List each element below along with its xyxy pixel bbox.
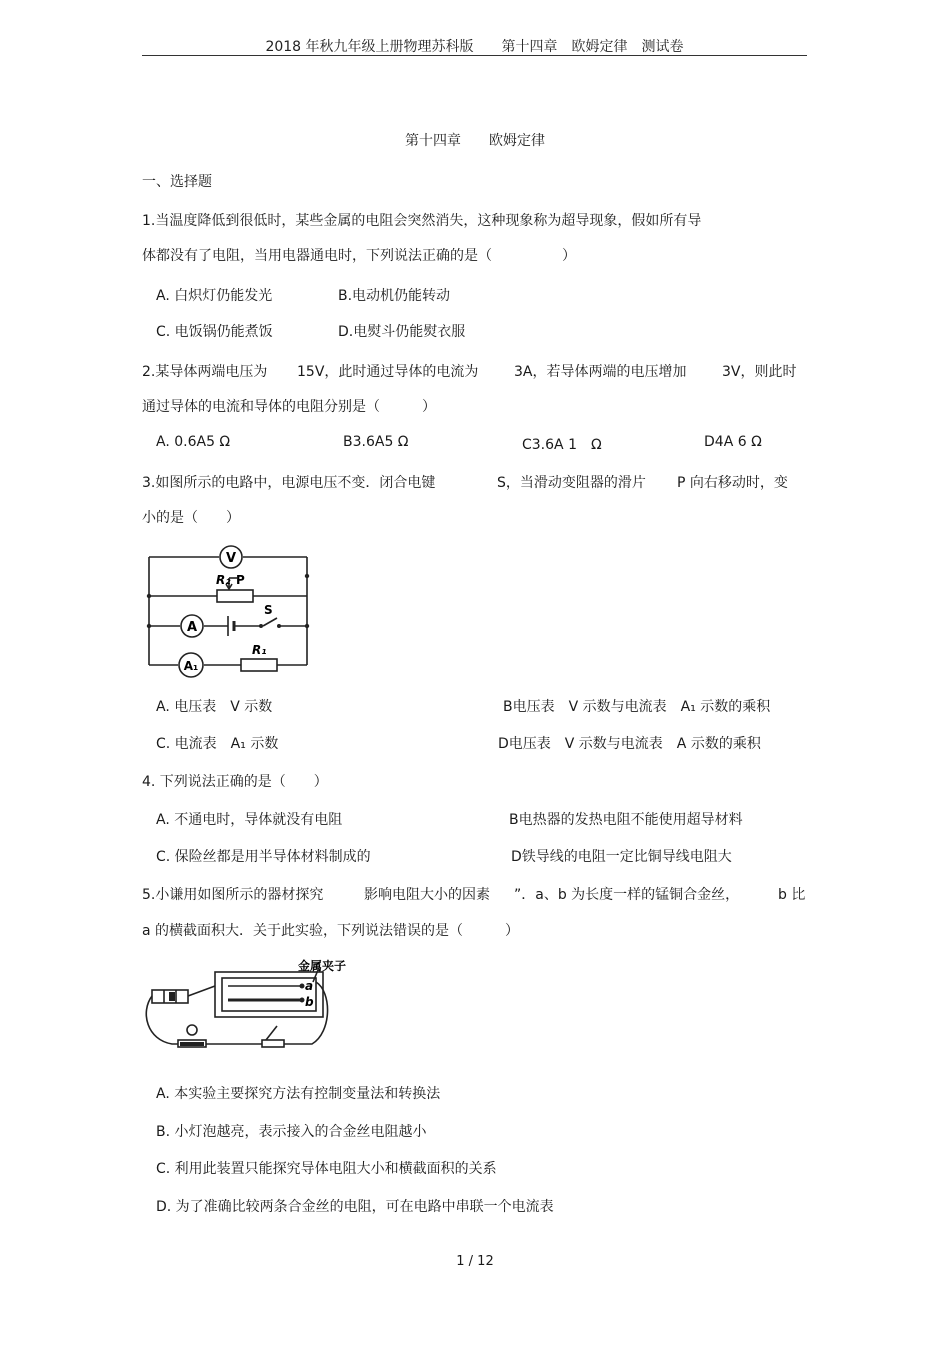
- q5-stem-line2: a 的横截面积大．关于此实验，下列说法错误的是（ ）: [142, 923, 520, 939]
- q5-stem-part1: 5.小谦用如图所示的器材探究: [142, 887, 324, 903]
- q3-stem-part3: P 向右移动时，变: [677, 475, 788, 491]
- page-number: 1 / 12: [456, 1254, 494, 1269]
- q4-option-d: D铁导线的电阻一定比铜导线电阻大: [511, 849, 732, 865]
- section-heading: 一、选择题: [142, 174, 212, 190]
- q1-option-a: A. 白炽灯仍能发光: [156, 288, 273, 304]
- q5-clip-label: 金属夹子: [298, 959, 347, 973]
- q5-option-a: A. 本实验主要探究方法有控制变量法和转换法: [156, 1086, 441, 1102]
- q5-stem-part4: b 比: [778, 887, 806, 903]
- q5-stem-part2: 影响电阻大小的因素: [364, 887, 490, 903]
- q1-option-b: B.电动机仍能转动: [338, 288, 451, 304]
- q1-option-d: D.电熨斗仍能熨衣服: [338, 324, 466, 340]
- q3-option-d: D电压表 V 示数与电流表 A 示数的乘积: [498, 736, 761, 752]
- q2-stem-part4: 3V，则此时: [722, 364, 797, 380]
- q5-option-d: D. 为了准确比较两条合金丝的电阻，可在电路中串联一个电流表: [156, 1199, 554, 1215]
- q3-voltmeter-label: V: [225, 551, 237, 566]
- q3-r1-label: R₁: [252, 643, 267, 657]
- q4-option-c: C. 保险丝都是用半导体材料制成的: [156, 849, 371, 865]
- q3-switch-label: S: [264, 603, 273, 617]
- q3-option-b: B电压表 V 示数与电流表 A₁ 示数的乘积: [503, 699, 771, 715]
- chapter-title: 第十四章 欧姆定律: [405, 133, 545, 149]
- q2-option-d: D4A 6 Ω: [704, 434, 762, 450]
- q3-slider-label: P: [236, 573, 245, 587]
- q2-stem-part2: 15V，此时通过导体的电流为: [297, 364, 479, 380]
- q2-stem-part1: 2.某导体两端电压为: [142, 364, 268, 380]
- q3-circuit-diagram: [142, 540, 322, 680]
- q3-r2-label: R₂: [216, 573, 231, 587]
- q5-stem-part3: ”．a、b 为长度一样的锰铜合金丝，: [514, 887, 740, 903]
- q5-option-c: C. 利用此装置只能探究导体电阻大小和横截面积的关系: [156, 1161, 497, 1177]
- header-divider: [142, 55, 807, 56]
- q3-stem-part1: 3.如图所示的电路中，电源电压不变．闭合电键: [142, 475, 436, 491]
- q2-stem-line2: 通过导体的电流和导体的电阻分别是（ ）: [142, 399, 436, 415]
- q5-wire-b-label: b: [305, 995, 314, 1009]
- q3-ammeter1-label: A₁: [183, 659, 199, 673]
- q5-apparatus-diagram: [142, 952, 362, 1062]
- q4-stem: 4. 下列说法正确的是（ ）: [142, 774, 328, 790]
- q2-option-c: C3.6A 1 Ω: [522, 437, 602, 453]
- q3-option-c: C. 电流表 A₁ 示数: [156, 736, 279, 752]
- q3-option-a: A. 电压表 V 示数: [156, 699, 273, 715]
- q2-option-b: B3.6A5 Ω: [343, 434, 409, 450]
- q5-wire-a-label: a: [305, 979, 314, 993]
- q3-stem-part2: S，当滑动变阻器的滑片: [497, 475, 646, 491]
- q5-option-b: B. 小灯泡越亮，表示接入的合金丝电阻越小: [156, 1124, 427, 1140]
- page-header: 2018 年秋九年级上册物理苏科版 第十四章 欧姆定律 测试卷: [265, 39, 684, 55]
- q1-option-c: C. 电饭锅仍能煮饭: [156, 324, 273, 340]
- q2-option-a: A. 0.6A5 Ω: [156, 434, 231, 450]
- q4-option-a: A. 不通电时，导体就没有电阻: [156, 812, 343, 828]
- q1-stem-line1: 1.当温度降低到很低时，某些金属的电阻会突然消失，这种现象称为超导现象，假如所有导: [142, 213, 702, 229]
- q2-stem-part3: 3A，若导体两端的电压增加: [514, 364, 687, 380]
- q3-stem-line2: 小的是（ ）: [142, 510, 240, 526]
- q4-option-b: B电热器的发热电阻不能使用超导材料: [509, 812, 743, 828]
- q3-ammeter-label: A: [186, 620, 198, 635]
- q1-stem-line2: 体都没有了电阻，当用电器通电时，下列说法正确的是（ ）: [142, 248, 576, 264]
